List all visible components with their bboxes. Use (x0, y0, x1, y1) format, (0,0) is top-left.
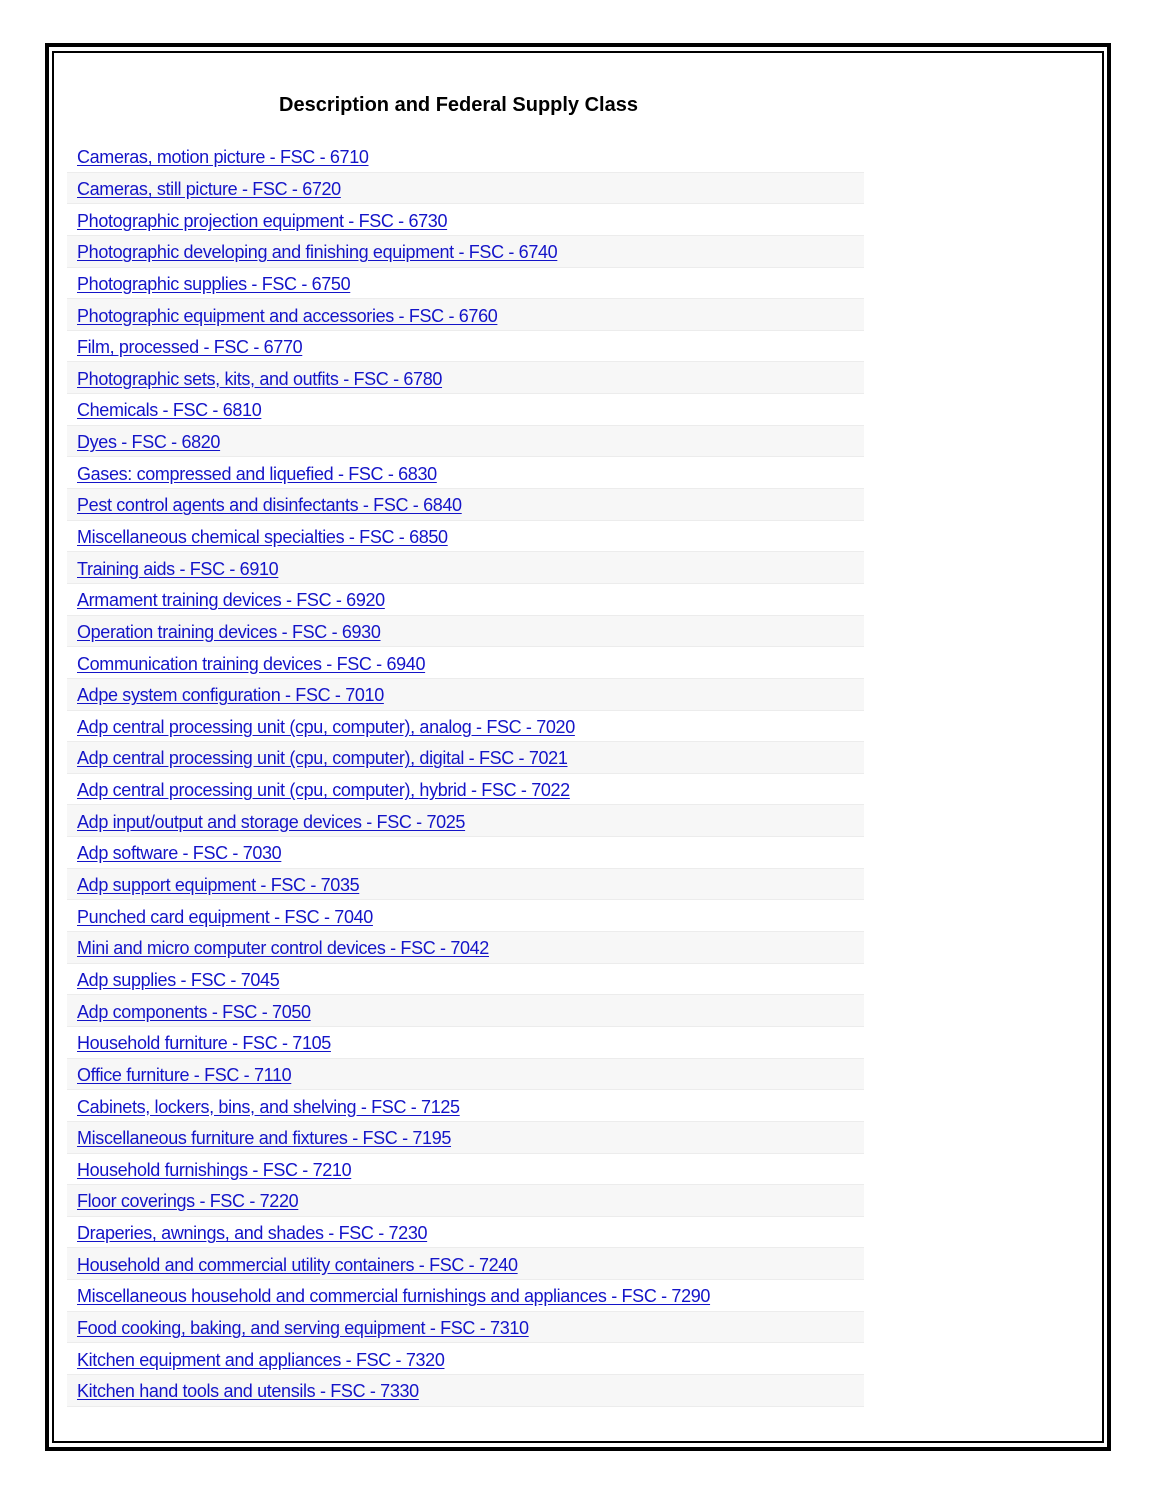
list-item (67, 521, 864, 553)
list-item (67, 1375, 864, 1407)
fsc-link[interactable]: Cameras, motion picture - FSC - 6710 (77, 147, 369, 168)
list-item (67, 1027, 864, 1059)
fsc-link[interactable]: Cameras, still picture - FSC - 6720 (77, 178, 341, 199)
fsc-link[interactable]: Adp supplies - FSC - 7045 (77, 969, 280, 990)
list-item (67, 932, 864, 964)
fsc-link[interactable]: Communication training devices - FSC - 6940 (77, 653, 426, 674)
fsc-link[interactable]: Floor coverings - FSC - 7220 (77, 1191, 299, 1212)
list-item (67, 173, 864, 205)
fsc-link[interactable]: Kitchen equipment and appliances - FSC - 7320 (77, 1349, 445, 1370)
fsc-link[interactable]: Adp input/output and storage devices - FSC - 7025 (77, 811, 466, 832)
list-item (67, 1154, 864, 1186)
fsc-link[interactable]: Photographic equipment and accessories - FSC - 6760 (77, 305, 498, 326)
list-item (67, 742, 864, 774)
fsc-link[interactable]: Cabinets, lockers, bins, and shelving - FSC - 7125 (77, 1096, 460, 1117)
fsc-link[interactable]: Adp central processing unit (cpu, computer), digital - FSC - 7021 (77, 748, 568, 769)
list-item (67, 141, 864, 173)
list-item (67, 331, 864, 363)
list-item (67, 552, 864, 584)
list-item (67, 837, 864, 869)
list-item (67, 362, 864, 394)
fsc-link[interactable]: Adp support equipment - FSC - 7035 (77, 875, 360, 896)
fsc-link[interactable]: Household and commercial utility containers - FSC - 7240 (77, 1254, 518, 1275)
fsc-link[interactable]: Operation training devices - FSC - 6930 (77, 621, 381, 642)
list-item (67, 1312, 864, 1344)
list-item (67, 394, 864, 426)
fsc-link[interactable]: Film, processed - FSC - 6770 (77, 337, 303, 358)
fsc-link[interactable]: Armament training devices - FSC - 6920 (77, 590, 385, 611)
list-item (67, 1059, 864, 1091)
list-item (67, 1343, 864, 1375)
fsc-link[interactable]: Adp software - FSC - 7030 (77, 843, 282, 864)
fsc-link[interactable]: Adp central processing unit (cpu, computer), hybrid - FSC - 7022 (77, 780, 570, 801)
fsc-link[interactable]: Miscellaneous household and commercial furnishings and appliances - FSC - 7290 (77, 1286, 711, 1307)
list-item (67, 1248, 864, 1280)
fsc-link[interactable]: Office furniture - FSC - 7110 (77, 1064, 292, 1085)
fsc-link[interactable]: Punched card equipment - FSC - 7040 (77, 906, 373, 927)
list-item (67, 995, 864, 1027)
fsc-link[interactable]: Miscellaneous furniture and fixtures - FSC - 7195 (77, 1128, 452, 1149)
fsc-link[interactable]: Adpe system configuration - FSC - 7010 (77, 685, 384, 706)
fsc-link[interactable]: Mini and micro computer control devices - FSC - 7042 (77, 938, 489, 959)
list-item (67, 805, 864, 837)
list-item (67, 647, 864, 679)
fsc-link[interactable]: Gases: compressed and liquefied - FSC - 6830 (77, 463, 437, 484)
fsc-link[interactable]: Dyes - FSC - 6820 (77, 432, 221, 453)
fsc-link[interactable]: Food cooking, baking, and serving equipment - FSC - 7310 (77, 1318, 529, 1339)
list-item (67, 1090, 864, 1122)
fsc-link[interactable]: Training aids - FSC - 6910 (77, 558, 279, 579)
list-item (67, 964, 864, 996)
list-item (67, 426, 864, 458)
list-item (67, 299, 864, 331)
list-item (67, 457, 864, 489)
list-item (67, 1122, 864, 1154)
list-item (67, 204, 864, 236)
list-item (67, 268, 864, 300)
fsc-link[interactable]: Household furnishings - FSC - 7210 (77, 1159, 352, 1180)
list-item (67, 774, 864, 806)
fsc-link[interactable]: Household furniture - FSC - 7105 (77, 1033, 331, 1054)
fsc-link[interactable]: Chemicals - FSC - 6810 (77, 400, 262, 421)
fsc-link[interactable]: Miscellaneous chemical specialties - FSC - 6850 (77, 527, 448, 547)
fsc-link[interactable]: Photographic supplies - FSC - 6750 (77, 273, 351, 294)
fsc-link[interactable]: Photographic sets, kits, and outfits - FSC - 6780 (77, 368, 443, 389)
fsc-link-list (67, 141, 864, 1407)
list-item (67, 616, 864, 648)
list-item (67, 711, 864, 743)
list-item (67, 1217, 864, 1249)
list-item (67, 489, 864, 521)
page-title: Description and Federal Supply Class (279, 94, 638, 116)
fsc-link[interactable]: Adp components - FSC - 7050 (77, 1001, 311, 1022)
list-item (67, 900, 864, 932)
fsc-link[interactable]: Photographic developing and finishing equipment - FSC - 6740 (77, 242, 558, 263)
list-item (67, 1185, 864, 1217)
fsc-link[interactable]: Photographic projection equipment - FSC - 6730 (77, 210, 448, 231)
list-item (67, 236, 864, 268)
list-item (67, 679, 864, 711)
fsc-link[interactable]: Pest control agents and disinfectants - FSC - 6840 (77, 495, 462, 516)
fsc-link[interactable]: Kitchen hand tools and utensils - FSC - 7330 (77, 1381, 419, 1402)
list-item (67, 584, 864, 616)
fsc-link[interactable]: Draperies, awnings, and shades - FSC - 7230 (77, 1223, 428, 1244)
fsc-link[interactable]: Adp central processing unit (cpu, computer), analog - FSC - 7020 (77, 716, 575, 737)
list-item (67, 869, 864, 901)
list-item (67, 1280, 864, 1312)
